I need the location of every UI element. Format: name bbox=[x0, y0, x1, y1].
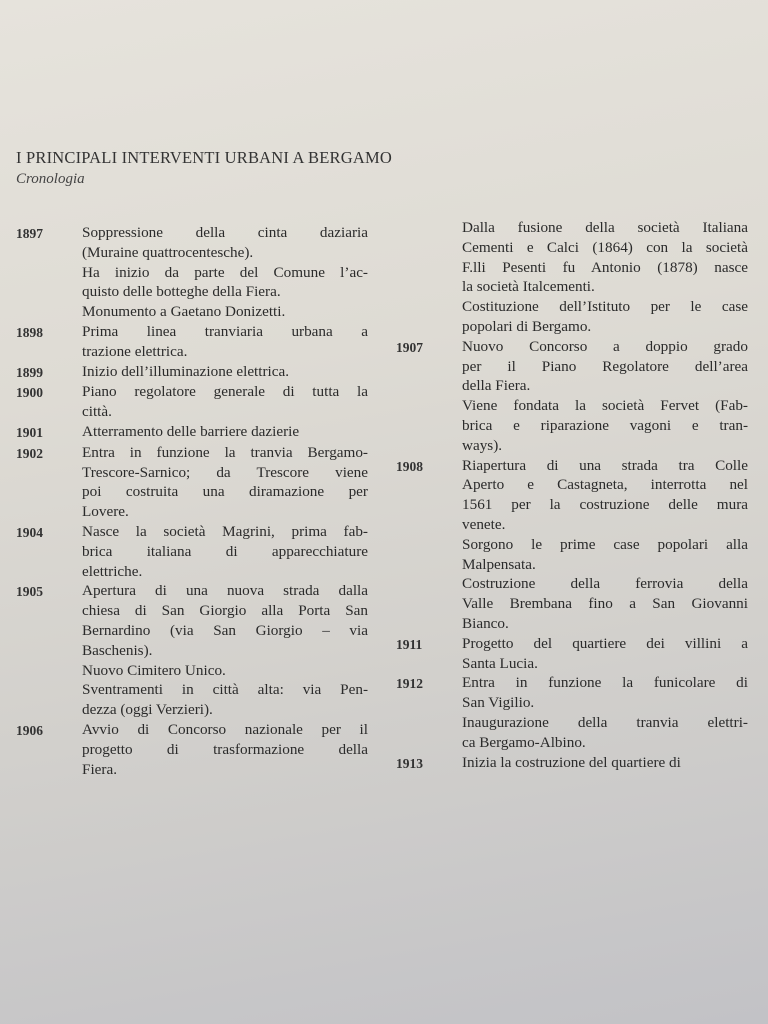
entry-description bbox=[82, 223, 368, 322]
entry-line: Inizio dell’illuminazione elettrica. bbox=[82, 362, 290, 380]
entry-line: Baschenis). bbox=[82, 641, 153, 659]
entry-line: Progetto del quartiere dei villini a bbox=[462, 634, 748, 652]
entry-line: Entra in funzione la funicolare di bbox=[462, 674, 748, 692]
entry-year: 1904 bbox=[16, 524, 43, 540]
entry-year: 1898 bbox=[16, 324, 43, 340]
entry-year: 1912 bbox=[396, 676, 423, 692]
entry-line: Sorgono le prime case popolari alla bbox=[462, 535, 748, 553]
entry-line: Atterramento delle barriere dazierie bbox=[82, 422, 300, 440]
entry-line: popolari di Bergamo. bbox=[462, 317, 592, 335]
entry-line: per il Piano Regolatore dell’area bbox=[462, 357, 748, 375]
entry-line: F.lli Pesenti fu Antonio (1878) nasce bbox=[462, 258, 748, 276]
chronology-entry bbox=[16, 720, 368, 779]
chronology-entry bbox=[396, 337, 748, 456]
chronology-entry bbox=[16, 581, 368, 720]
entry-description bbox=[462, 753, 748, 773]
chronology-heading bbox=[16, 148, 516, 189]
entry-description bbox=[82, 322, 368, 362]
entry-line: Avvio di Concorso nazionale per il bbox=[82, 720, 368, 738]
page-title: I PRINCIPALI INTERVENTI URBANI A BERGAMO bbox=[16, 148, 392, 167]
entry-line: quisto delle botteghe della Fiera. bbox=[82, 283, 281, 301]
entry-line: (Muraine quattrocentesche). bbox=[82, 243, 254, 261]
entry-year: 1897 bbox=[16, 226, 43, 241]
entry-year bbox=[396, 218, 462, 219]
chronology-entry bbox=[16, 382, 368, 422]
entry-line: Inaugurazione della tranvia elettri- bbox=[462, 713, 748, 731]
entry-line: Dalla fusione della società Italiana bbox=[462, 219, 748, 236]
entry-description bbox=[82, 522, 368, 581]
entry-year: 1902 bbox=[16, 445, 43, 461]
entry-line: Inizia la costruzione del quartiere di bbox=[462, 753, 681, 771]
chronology-entry bbox=[396, 673, 748, 752]
entry-description bbox=[462, 634, 748, 674]
entry-line: Trescore-Sarnico; da Trescore viene bbox=[82, 463, 368, 481]
chronology-entry bbox=[396, 218, 748, 337]
entry-year: 1900 bbox=[16, 385, 43, 401]
entry-line: Valle Brembana fino a San Giovanni bbox=[462, 595, 748, 613]
chronology-entry bbox=[16, 362, 368, 383]
entry-description bbox=[82, 382, 368, 422]
entry-line: della Fiera. bbox=[462, 377, 531, 395]
entry-line: brica e riparazione vagoni e tran- bbox=[462, 416, 748, 434]
entry-year: 1899 bbox=[16, 364, 43, 380]
entry-line: Piano regolatore generale di tutta la bbox=[82, 383, 368, 401]
chronology-entry bbox=[16, 443, 368, 522]
entry-line: Nasce la società Magrini, prima fab- bbox=[82, 522, 368, 540]
entry-line: Prima linea tranviaria urbana a bbox=[82, 322, 368, 340]
entry-line: elettriche. bbox=[82, 562, 143, 580]
chronology-entry bbox=[396, 753, 748, 774]
entry-description bbox=[462, 456, 748, 634]
entry-line: poi costruita una diramazione per bbox=[82, 483, 368, 501]
entry-line: brica italiana di apparecchiature bbox=[82, 542, 368, 560]
entry-line: venete. bbox=[462, 515, 506, 533]
entry-year: 1905 bbox=[16, 584, 43, 600]
entry-line: Nuovo Cimitero Unico. bbox=[82, 661, 226, 679]
entry-line: San Vigilio. bbox=[462, 694, 535, 712]
entry-description bbox=[82, 443, 368, 522]
entry-line: Sventramenti in città alta: via Pen- bbox=[82, 681, 368, 699]
chronology-entry bbox=[396, 634, 748, 674]
entry-line: Lovere. bbox=[82, 503, 129, 521]
entry-line: Costituzione dell’Istituto per le case bbox=[462, 298, 748, 316]
chronology-left-column bbox=[16, 223, 368, 779]
entry-line: Viene fondata la società Fervet (Fab- bbox=[462, 397, 748, 415]
entry-year: 1911 bbox=[396, 636, 423, 652]
entry-line: Riapertura di una strada tra Colle bbox=[462, 456, 748, 474]
entry-line: 1561 per la costruzione delle mura bbox=[462, 496, 748, 514]
entry-year: 1907 bbox=[396, 339, 423, 355]
entry-description bbox=[82, 720, 368, 779]
entry-line: Costruzione della ferrovia della bbox=[462, 575, 748, 593]
entry-description bbox=[82, 362, 368, 382]
entry-description bbox=[462, 337, 748, 456]
entry-line: chiesa di San Giorgio alla Porta San bbox=[82, 602, 368, 620]
page-subtitle: Cronologia bbox=[16, 171, 85, 187]
entry-line: Nuovo Concorso a doppio grado bbox=[462, 337, 748, 355]
entry-line: Santa Lucia. bbox=[462, 654, 538, 672]
chronology-entry bbox=[16, 223, 368, 322]
entry-line: progetto di trasformazione della bbox=[82, 740, 368, 758]
entry-description bbox=[462, 218, 748, 337]
chronology-entry bbox=[16, 322, 368, 362]
entry-line: Monumento a Gaetano Donizetti. bbox=[82, 303, 286, 321]
entry-description bbox=[82, 581, 368, 720]
entry-year: 1913 bbox=[396, 755, 423, 771]
entry-line: Bianco. bbox=[462, 614, 509, 632]
chronology-entry bbox=[396, 456, 748, 634]
entry-description bbox=[82, 422, 368, 442]
entry-line: città. bbox=[82, 403, 112, 421]
chronology-right-column bbox=[396, 218, 748, 773]
entry-line: Fiera. bbox=[82, 760, 118, 778]
entry-year: 1908 bbox=[396, 458, 423, 474]
entry-year: 1906 bbox=[16, 722, 43, 738]
entry-line: dezza (oggi Verzieri). bbox=[82, 701, 213, 719]
entry-line: ca Bergamo-Albino. bbox=[462, 733, 586, 751]
entry-line: trazione elettrica. bbox=[82, 342, 188, 360]
entry-line: Soppressione della cinta daziaria bbox=[82, 224, 368, 241]
entry-year: 1901 bbox=[16, 424, 43, 440]
entry-line: Aperto e Castagneta, interrotta nel bbox=[462, 476, 748, 494]
entry-line: la società Italcementi. bbox=[462, 278, 595, 296]
chronology-entry bbox=[16, 422, 368, 443]
entry-line: Apertura di una nuova strada dalla bbox=[82, 582, 368, 600]
entry-line: ways). bbox=[462, 436, 503, 454]
entry-line: Malpensata. bbox=[462, 555, 536, 573]
entry-line: Ha inizio da parte del Comune l’ac- bbox=[82, 263, 368, 281]
entry-line: Entra in funzione la tranvia Bergamo- bbox=[82, 443, 368, 461]
entry-line: Bernardino (via San Giorgio – via bbox=[82, 621, 368, 639]
entry-description bbox=[462, 673, 748, 752]
chronology-entry bbox=[16, 522, 368, 581]
entry-line: Cementi e Calci (1864) con la società bbox=[462, 238, 748, 256]
